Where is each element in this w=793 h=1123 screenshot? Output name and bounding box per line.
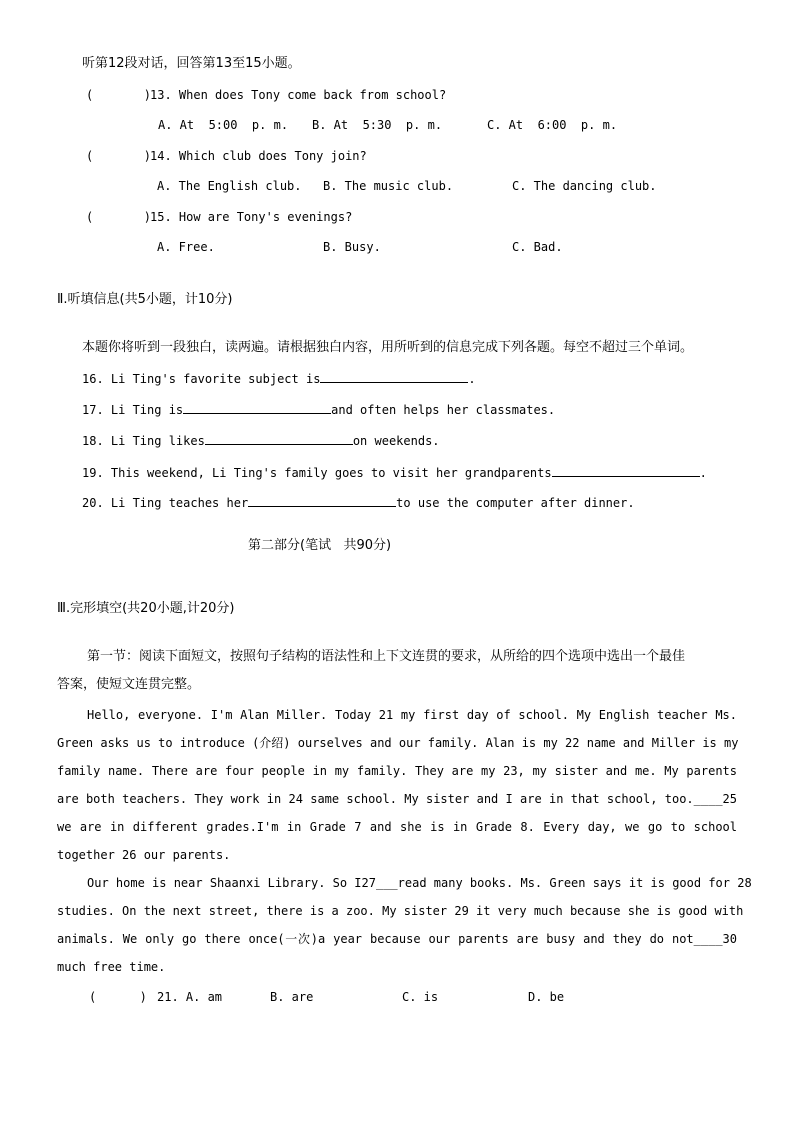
question-13-stem: 13. When does Tony come back from school?: [150, 88, 447, 102]
passage-line: much free time.: [57, 960, 166, 974]
question-14-option-c: C. The dancing club.: [512, 179, 657, 193]
question-15-stem: 15. How are Tony's evenings?: [150, 210, 353, 224]
question-21-option-d: D. be: [528, 990, 565, 1004]
passage-line: are both teachers. They work in 24 same school. My sister and I are in that school, too.____25: [57, 792, 737, 806]
question-15-option-c: C. Bad.: [512, 240, 563, 254]
passage-line: together 26 our parents.: [57, 848, 231, 862]
fill-blank-18[interactable]: [205, 432, 353, 445]
fill-item-17: 17. Li Ting is and often helps her classmates.: [82, 403, 556, 417]
question-13-option-c: C. At 6:00 p. m.: [487, 118, 618, 132]
question-13-option-a: A. At 5:00 p. m.: [158, 118, 289, 132]
section-3-heading: Ⅲ.完形填空(共20小题,计20分): [57, 601, 235, 616]
passage-line: Hello, everyone. I'm Alan Miller. Today 21 my first day of school. My English teacher Ms.: [87, 708, 737, 722]
fill-blank-19[interactable]: [552, 464, 700, 477]
section-2-heading: Ⅱ.听填信息(共5小题，计10分): [57, 292, 233, 307]
question-13-option-b: B. At 5:30 p. m.: [312, 118, 443, 132]
section-3-instruction-line-2: 答案，使短文连贯完整。: [57, 677, 201, 692]
fill-item-20: 20. Li Ting teaches her to use the computer after dinner.: [82, 496, 635, 510]
fill-item-19: 19. This weekend, Li Ting's family goes to visit her grandparents .: [82, 466, 707, 480]
question-14-option-a: A. The English club.: [157, 179, 302, 193]
passage-line: Our home is near Shaanxi Library. So I27___read many books. Ms. Green says it is good for 28: [87, 876, 752, 890]
section-2-instruction: 本题你将听到一段独白，读两遍。请根据独白内容，用所听到的信息完成下列各题。每空不超过三个单词。: [82, 340, 694, 355]
part-2-title: 第二部分(笔试 共90分): [248, 538, 392, 553]
listening-intro: 听第12段对话，回答第13至15小题。: [82, 56, 301, 71]
question-21-option-b: B. are: [270, 990, 314, 1004]
fill-blank-16[interactable]: [320, 370, 468, 383]
question-14-option-b: B. The music club.: [323, 179, 454, 193]
passage-line: animals. We only go there once(一次)a year because our parents are busy and they do not____30: [57, 932, 737, 946]
passage-line: Green asks us to introduce (介绍) ourselves and our family. Alan is my 22 name and Miller is my: [57, 736, 739, 750]
question-21-paren[interactable]: ( ): [89, 990, 147, 1004]
passage-line: family name. There are four people in my family. They are my 23, my sister and me. My parents: [57, 764, 737, 778]
fill-blank-17[interactable]: [183, 401, 331, 414]
section-3-instruction-line-1: 第一节：阅读下面短文，按照句子结构的语法性和上下文连贯的要求，从所给的四个选项中选出一个最佳: [87, 649, 686, 664]
passage-line: we are in different grades.I'm in Grade 7 and she is in Grade 8. Every day, we go to school: [57, 820, 737, 834]
fill-item-18: 18. Li Ting likes on weekends.: [82, 434, 440, 448]
fill-item-16: 16. Li Ting's favorite subject is .: [82, 372, 476, 386]
question-15-option-a: A. Free.: [157, 240, 215, 254]
question-13-paren[interactable]: ( ): [86, 88, 152, 102]
passage-line: studies. On the next street, there is a zoo. My sister 29 it very much because she is good with: [57, 904, 744, 918]
question-21-option-c: C. is: [402, 990, 439, 1004]
question-14-paren[interactable]: ( ): [86, 149, 152, 163]
question-21-option-a: 21. A. am: [157, 990, 223, 1004]
fill-blank-20[interactable]: [248, 494, 396, 507]
question-15-paren[interactable]: ( ): [86, 210, 152, 224]
question-14-stem: 14. Which club does Tony join?: [150, 149, 367, 163]
question-15-option-b: B. Busy.: [323, 240, 381, 254]
